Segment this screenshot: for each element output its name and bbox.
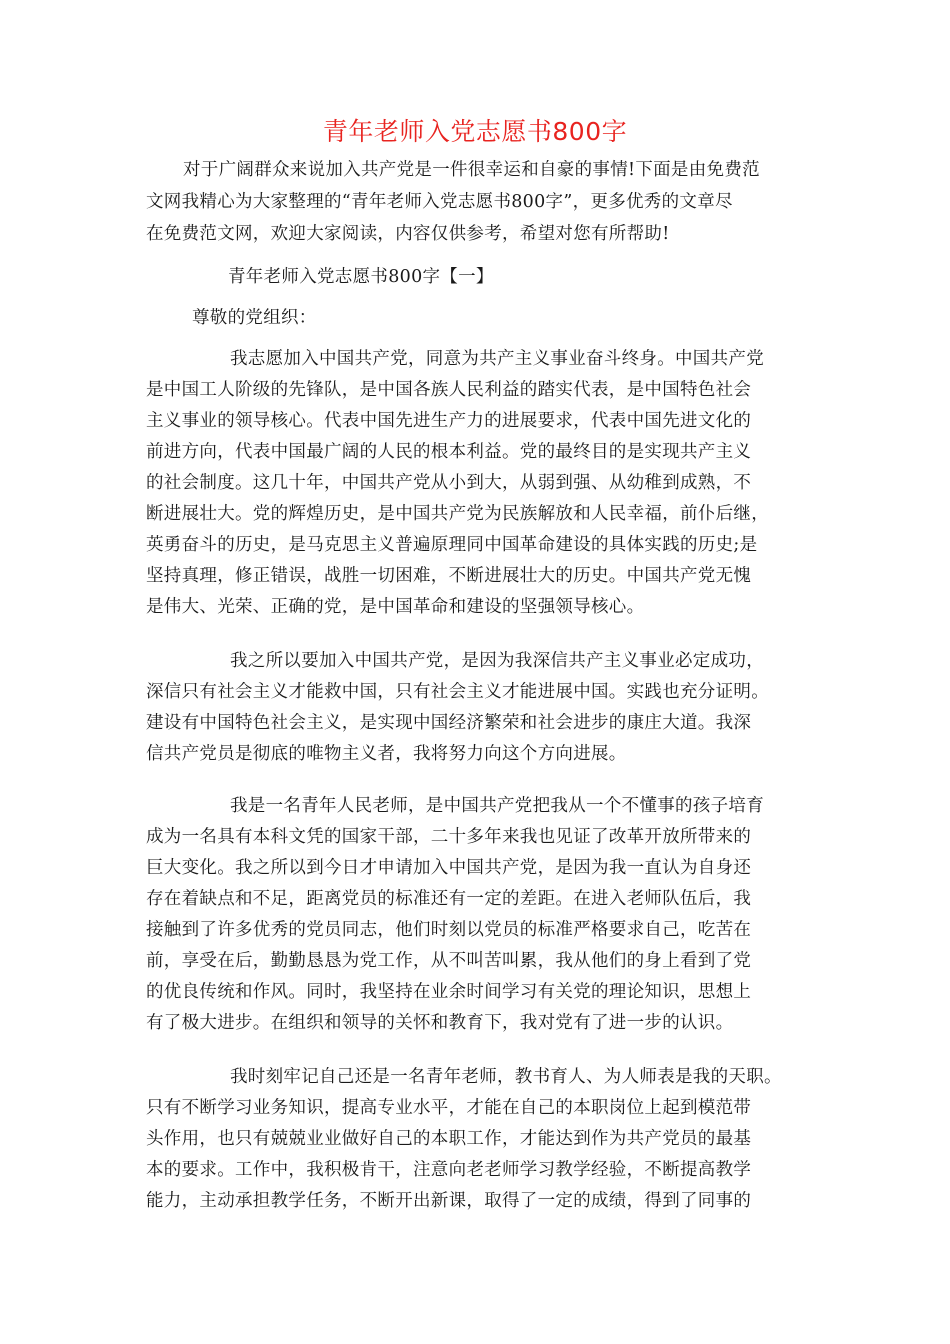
paragraph-line: 成为一名具有本科文凭的国家干部，二十多年来我也见证了改革开放所带来的 xyxy=(146,827,752,847)
paragraph-line: 的社会制度。这几十年，中国共产党从小到大，从弱到强、从幼稚到成熟，不 xyxy=(146,473,752,493)
salutation: 尊敬的党组织： xyxy=(192,308,317,328)
paragraph-line: 前进方向，代表中国最广阔的人民的根本利益。党的最终目的是实现共产主义 xyxy=(146,442,752,462)
paragraph-line: 有了极大进步。在组织和领导的关怀和教育下，我对党有了进一步的认识。 xyxy=(146,1013,734,1033)
paragraph-line: 只有不断学习业务知识，提高专业水平，才能在自己的本职岗位上起到模范带 xyxy=(146,1098,752,1118)
paragraph-line: 坚持真理，修正错误，战胜一切困难，不断进展壮大的历史。中国共产党无愧 xyxy=(146,566,752,586)
paragraph-line: 主义事业的领导核心。代表中国先进生产力的进展要求，代表中国先进文化的 xyxy=(146,411,752,431)
paragraph-line: 巨大变化。我之所以到今日才申请加入中国共产党，是因为我一直认为自身还 xyxy=(146,858,752,878)
paragraph-line: 的优良传统和作风。同时，我坚持在业余时间学习有关党的理论知识，思想上 xyxy=(146,982,752,1002)
paragraph-line: 头作用，也只有兢兢业业做好自己的本职工作，才能达到作为共产党员的最基 xyxy=(146,1129,752,1149)
paragraph-line: 接触到了许多优秀的党员同志，他们时刻以党员的标准严格要求自己，吃苦在 xyxy=(146,920,752,940)
paragraph-line: 我之所以要加入中国共产党，是因为我深信共产主义事业必定成功， xyxy=(230,651,764,671)
paragraph-line: 存在着缺点和不足，距离党员的标准还有一定的差距。在进入老师队伍后，我 xyxy=(146,889,752,909)
section-heading: 青年老师入党志愿书800字【一】 xyxy=(228,267,494,287)
document-title: 青年老师入党志愿书800字 xyxy=(322,117,628,146)
intro-line: 在免费范文网，欢迎大家阅读，内容仅供参考，希望对您有所帮助! xyxy=(146,224,670,244)
paragraph-line: 英勇奋斗的历史，是马克思主义普遍原理同中国革命建设的具体实践的历史;是 xyxy=(146,535,758,555)
paragraph-line: 能力，主动承担教学任务，不断开出新课，取得了一定的成绩，得到了同事的 xyxy=(146,1191,752,1211)
paragraph-line: 我时刻牢记自己还是一名青年老师，教书育人、为人师表是我的天职。 xyxy=(230,1067,782,1087)
paragraph-line: 建设有中国特色社会主义，是实现中国经济繁荣和社会进步的康庄大道。我深 xyxy=(146,713,752,733)
paragraph-line: 本的要求。工作中，我积极肯干，注意向老老师学习教学经验，不断提高教学 xyxy=(146,1160,752,1180)
paragraph-line: 深信只有社会主义才能救中国，只有社会主义才能进展中国。实践也充分证明。 xyxy=(146,682,769,702)
paragraph-line: 我志愿加入中国共产党，同意为共产主义事业奋斗终身。中国共产党 xyxy=(230,349,764,369)
paragraph-line: 是伟大、光荣、正确的党，是中国革命和建设的坚强领导核心。 xyxy=(146,597,645,617)
intro-line: 文网我精心为大家整理的“青年老师入党志愿书800字”，更多优秀的文章尽 xyxy=(146,192,733,212)
paragraph-line: 前，享受在后，勤勤恳恳为党工作，从不叫苦叫累，我从他们的身上看到了党 xyxy=(146,951,752,971)
paragraph-line: 我是一名青年人民老师，是中国共产党把我从一个不懂事的孩子培育 xyxy=(230,796,764,816)
paragraph-line: 断进展壮大。党的辉煌历史，是中国共产党为民族解放和人民幸福，前仆后继， xyxy=(146,504,769,524)
paragraph-line: 是中国工人阶级的先锋队，是中国各族人民利益的踏实代表，是中国特色社会 xyxy=(146,380,752,400)
intro-line: 对于广阔群众来说加入共产党是一件很幸运和自豪的事情!下面是由免费范 xyxy=(183,160,760,180)
paragraph-line: 信共产党员是彻底的唯物主义者，我将努力向这个方向进展。 xyxy=(146,744,627,764)
